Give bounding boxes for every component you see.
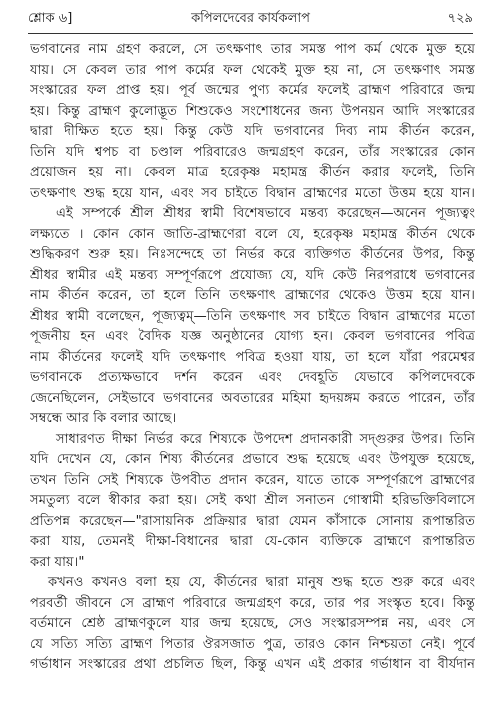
text-line: সংস্কারের ফল প্রাপ্ত হয়। পূর্ব জন্মের পুণ্য কর্মের ফলেই ব্রাহ্মণ পরিবারে জন্ম	[30, 83, 475, 98]
text-line: শ্রীধর স্বামী বলেছেন, পূজ্যত্বম্—তিনি তৎক্ষণাৎ সব চাইতে বিদ্বান ব্রাহ্মণের মতো	[30, 308, 475, 324]
header-divider	[28, 33, 473, 34]
page-header	[28, 8, 473, 30]
text-line: ভগবানকে প্রত্যক্ষভাবে দর্শন করেন এবং দেবহূতি যেভাবে কপিলদেবকে	[30, 370, 475, 385]
text-line: প্রতিপন্ন করেছেন—"রাসায়নিক প্রক্রিয়ার দ্বারা যেমন কাঁসাকে সোনায় রূপান্তরিত	[30, 513, 475, 529]
text-line: ভগবানের নাম গ্রহণ করলে, সে তৎক্ষণাৎ তার সমস্ত পাপ কর্ম থেকে মুক্ত হয়ে	[30, 42, 475, 57]
text-line: জেনেছিলেন, সেইভাবে ভগবানের অবতারের মহিমা হৃদয়ঙ্গম করতে পারেন, তাঁর	[30, 390, 475, 406]
text-line: লক্ষ্যতে । কোন কোন জাতি-ব্রাহ্মণেরা বলে যে, হরেকৃষ্ণ মহামন্ত্র কীর্তন থেকে	[30, 226, 475, 242]
text-line: কখনও কখনও বলা হয় যে, কীর্তনের দ্বারা মানুষ শুদ্ধ হতে শুরু করে এবং	[48, 575, 475, 590]
verse-reference: শ্লোক ৬]	[28, 10, 73, 26]
text-line: যে সত্যি সত্যি ব্রাহ্মণ পিতার ঔরসজাত পুত্র, তারও কোন নিশ্চয়তা নেই। পূর্বে	[30, 636, 475, 652]
text-line: হয়। কিন্তু ব্রাহ্মণ কুলোদ্ভূত শিশুকেও সংশোধনের জন্য উপনয়ন আদি সংস্কারের	[30, 103, 475, 119]
text-line: সাধারণত দীক্ষা নির্ভর করে শিষ্যকে উপদেশ প্রদানকারী সদ্গুরুর উপর। তিনি	[56, 431, 475, 447]
page-number: ৭২৯	[447, 10, 473, 26]
text-line: পরবর্তী জীবনে সে ব্রাহ্মণ পরিবারে জন্মগ্রহণ করে, তার পর সংস্কৃত হবে। কিন্তু	[30, 595, 475, 611]
text-line: শুদ্ধিকরণ শুরু হয়। নিঃসন্দেহে তা নির্ভর করে ব্যক্তিগত কীর্তনের উপর, কিন্তু	[30, 247, 475, 262]
text-line: সমতুল্য বলে স্বীকার করা হয়। সেই কথা শ্রীল সনাতন গোস্বামী হরিভক্তিবিলাসে	[30, 493, 475, 508]
text-line: দ্বারা দীক্ষিত হতে হয়। কিন্তু কেউ যদি ভগবানের দিব্য নাম কীর্তন করেন,	[30, 124, 475, 139]
text-line: তিনি যদি শ্বপচ বা চণ্ডাল পরিবারেও জন্মগ্রহণ করেন, তাঁর সংস্কারের কোন	[30, 144, 475, 160]
text-line: সম্বন্ধে আর কি বলার আছে।	[30, 411, 177, 426]
text-line: প্রয়োজন হয় না। কেবল মাত্র হরেকৃষ্ণ মহামন্ত্র কীর্তন করার ফলেই, তিনি	[30, 165, 475, 180]
text-line: করা যায়, তেমনই দীক্ষা-বিধানের দ্বারা যে-কোন ব্যক্তিকে ব্রাহ্মণে রূপান্তরিত	[30, 534, 475, 549]
text-line: তখন তিনি সেই শিষ্যকে উপবীত প্রদান করেন, যাতে তাকে সম্পূর্ণরূপে ব্রাহ্মণের	[30, 472, 475, 488]
text-line: যদি দেখেন যে, কোন শিষ্য কীর্তনের প্রভাবে শুদ্ধ হয়েছে এবং উপযুক্ত হয়েছে,	[30, 452, 475, 467]
text-line: শ্রীধর স্বামীর এই মন্তব্য সম্পূর্ণরূপে প্রযোজ্য যে, যদি কেউ নিরপরাধে ভগবানের	[30, 267, 475, 283]
text-line: নাম কীর্তন করেন, তা হলে তিনি তৎক্ষণাৎ ব্রাহ্মণের থেকেও উত্তম হয়ে যান।	[30, 288, 475, 303]
text-line: করা যায়।"	[30, 554, 85, 570]
text-line: পূজনীয় হন এবং বৈদিক যজ্ঞ অনুষ্ঠানের যোগ্য হন। কেবল ভগবানের পবিত্র	[30, 329, 475, 344]
purport-text	[30, 40, 475, 676]
text-line: গর্ভাধান সংস্কারের প্রথা প্রচলিত ছিল, কিন্তু এখন এই প্রকার গর্ভাধান বা বীর্যদান	[30, 657, 475, 672]
text-line: এই সম্পর্কে শ্রীল শ্রীধর স্বামী বিশেষভাবে মন্তব্য করেছেন—অনেন পূজ্যত্বং	[56, 206, 475, 221]
text-line: নাম কীর্তনের ফলেই যদি তৎক্ষণাৎ পবিত্র হওয়া যায়, তা হলে যাঁরা পরমেশ্বর	[30, 349, 475, 365]
text-line: তৎক্ষণাৎ শুদ্ধ হয়ে যান, এবং সব চাইতে বিদ্বান ব্রাহ্মণের মতো উত্তম হয়ে যান।	[30, 185, 475, 201]
text-line: বর্তমানে শ্রেষ্ঠ ব্রাহ্মণকুলে যার জন্ম হয়েছে, সেও সংস্কারসম্পন্ন নয়, এবং সে	[30, 616, 475, 631]
chapter-title: কপিলদেবের কার্যকলাপ	[191, 10, 310, 26]
text-line: যায়। সে কেবল তার পাপ কর্মের ফল থেকেই মুক্ত হয় না, সে তৎক্ষণাৎ সমস্ত	[30, 62, 475, 78]
